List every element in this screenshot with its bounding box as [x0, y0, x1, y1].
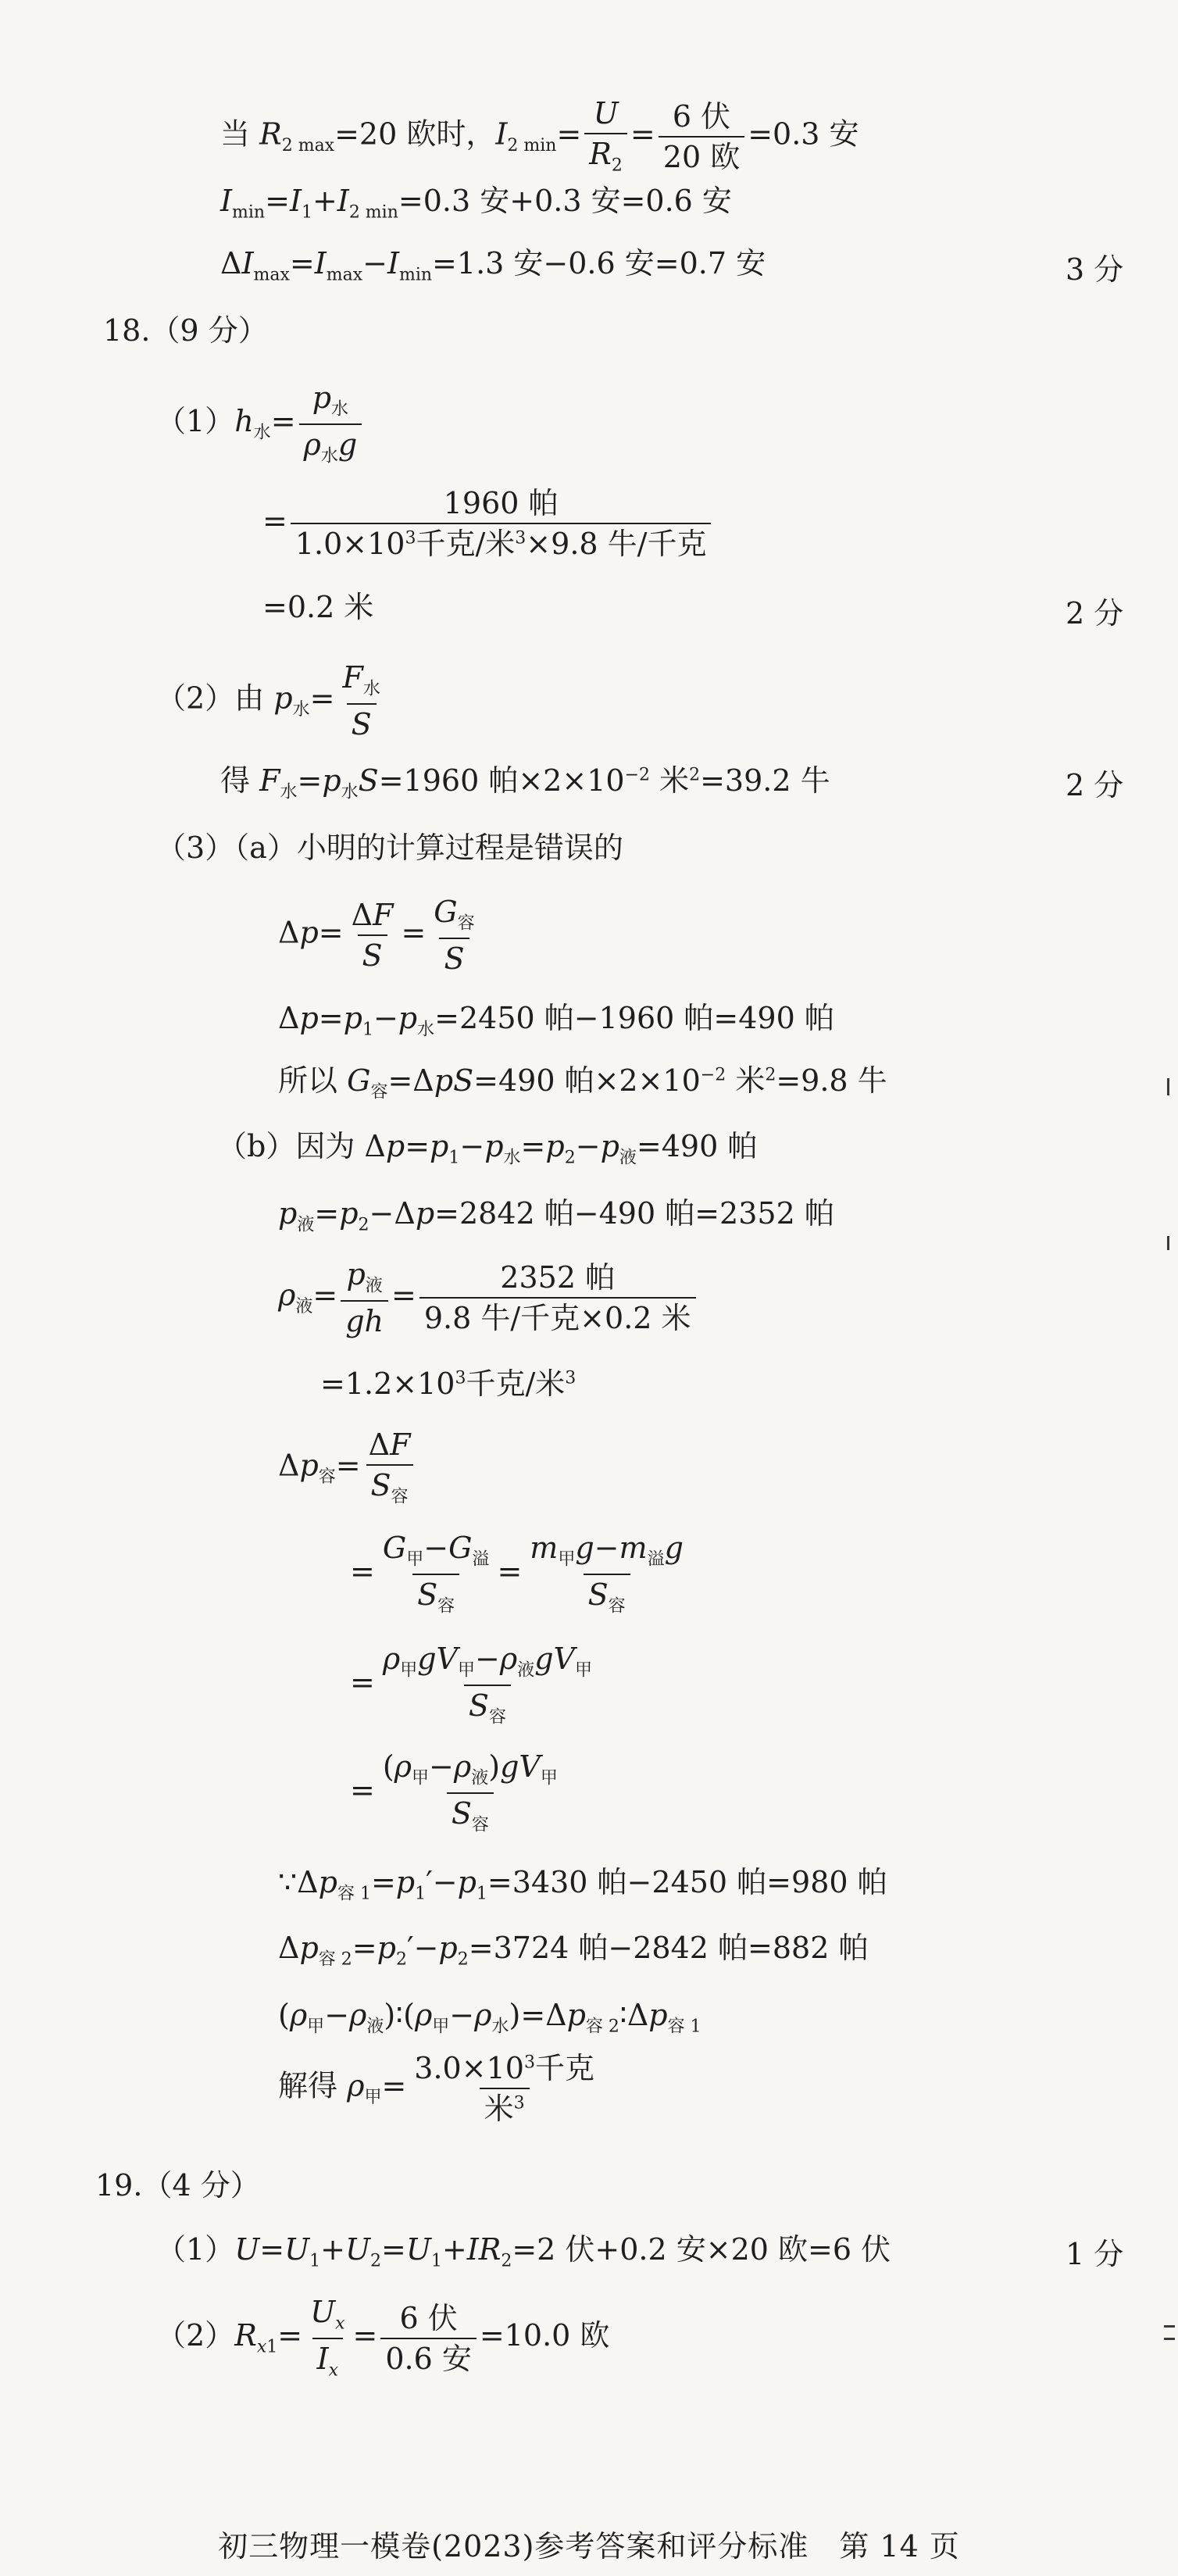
formula-line: 解得 $\rho_甲=$ $3.0\times 10^3$千克 米$^3$ — [278, 2051, 594, 2126]
page-footer: 初三物理一模卷(2023)参考答案和评分标准 第 14 页 — [218, 2529, 960, 2563]
formula-line: = 1960 帕 $1.0\times 10^3$千克/米$^3$×9.8 牛/千克 — [262, 488, 714, 559]
formula-line: = $(\rho_甲-\rho_液)gV_甲$ $S_容$ — [350, 1749, 558, 1835]
scan-edge-mark — [1164, 2338, 1175, 2340]
score-label: 1 分 — [1066, 2237, 1124, 2271]
formula-line: $\Delta p=p_1-p_水=2450$ 帕−1960 帕=490 帕 — [278, 1001, 834, 1040]
formula-line: 当 $R_{2 max}=20$ 欧时，$I_{2 min}=$ $\frac{U}{R_2}$ = 6 伏 20 欧 =0.3 安 — [220, 96, 859, 176]
formula-line: = $G_甲-G_溢$ $S_容$ = $m_甲g-m_溢g$ $S_容$ — [350, 1531, 684, 1617]
scan-edge-mark — [1167, 1236, 1169, 1250]
formula-line: $\rho_液=$ $p_液$ gh = 2352 帕 9.8 牛/千克×0.2 米 — [278, 1259, 699, 1336]
formula-line: $\Delta p_{容 2}=p_2'-p_2=3724$ 帕−2842 帕=882 帕 — [278, 1931, 869, 1970]
formula-line: （2）由 $p_水=$ $F_水$ S — [156, 660, 380, 741]
scan-edge-mark — [1164, 2325, 1175, 2328]
formula-line: $\Delta I_{max}=I_{max}-I_{min}=1.3$ 安−0.6 安=0.7 安 — [220, 246, 766, 285]
formula-line: $=1.2\times 10^3$千克/米$^3$ — [320, 1367, 577, 1401]
formula-line: 所以 $G_容=\Delta pS=490$ 帕$\times 2\times 10^{-2}$ 米$^2$=9.8 牛 — [278, 1063, 887, 1102]
scan-edge-mark — [1167, 1078, 1169, 1095]
question-heading: 19.（4 分） — [95, 2168, 260, 2203]
answer-text: （3）（a）小明的计算过程是错误的 — [156, 831, 623, 865]
formula-line: $(1)h_水=$ $p_水$ $\rho_水g$ — [156, 383, 365, 465]
question-heading: 18.（9 分） — [103, 313, 268, 348]
formula-line: $(2)R_{x1}=$ $\frac{U_x}{I_x}$ = 6 伏 0.6 安 =10.0 欧 — [156, 2295, 610, 2381]
formula-line: $(1)U=U_1+U_2=U_1+IR_2=2$ 伏+0.2 安×20 欧=6 伏 — [156, 2232, 891, 2271]
formula-line: $p_液=p_2-\Delta p=2842$ 帕−490 帕=2352 帕 — [278, 1196, 834, 1235]
formula-line: = $\rho_甲gV_甲-\rho_液gV_甲$ $S_容$ — [350, 1642, 592, 1727]
score-label: 2 分 — [1066, 596, 1124, 631]
formula-line: $\Delta p_容=$ ΔF $S_容$ — [278, 1430, 418, 1506]
formula-line: Δp= $\frac{\Delta F}{S}$ = $G_容$ S — [278, 895, 475, 976]
formula-line: =0.2 米 — [262, 590, 374, 624]
formula-line: （b）因为 $\Delta p=p_1-p_水=p_2-p_液=490$ 帕 — [217, 1129, 758, 1168]
formula-line: $\because\Delta p_{容 1}=p_1'-p_1=3430$ 帕−2450 帕=980 帕 — [278, 1865, 887, 1904]
formula-line: $I_{min}=I_1+I_{2 min}=0.3$ 安+0.3 安=0.6 安 — [220, 184, 732, 223]
formula-line: $(\rho_甲-\rho_液)∶(\rho_甲-\rho_水)=\Delta p_{容 2}∶\Delta p_{容 1}$ — [278, 1998, 701, 2037]
score-label: 3 分 — [1066, 252, 1124, 287]
score-label: 2 分 — [1066, 768, 1124, 802]
formula-line: 得 $F_水=p_水S=1960$ 帕$\times 2\times 10^{-2}$ 米$^2$=39.2 牛 — [220, 763, 830, 802]
